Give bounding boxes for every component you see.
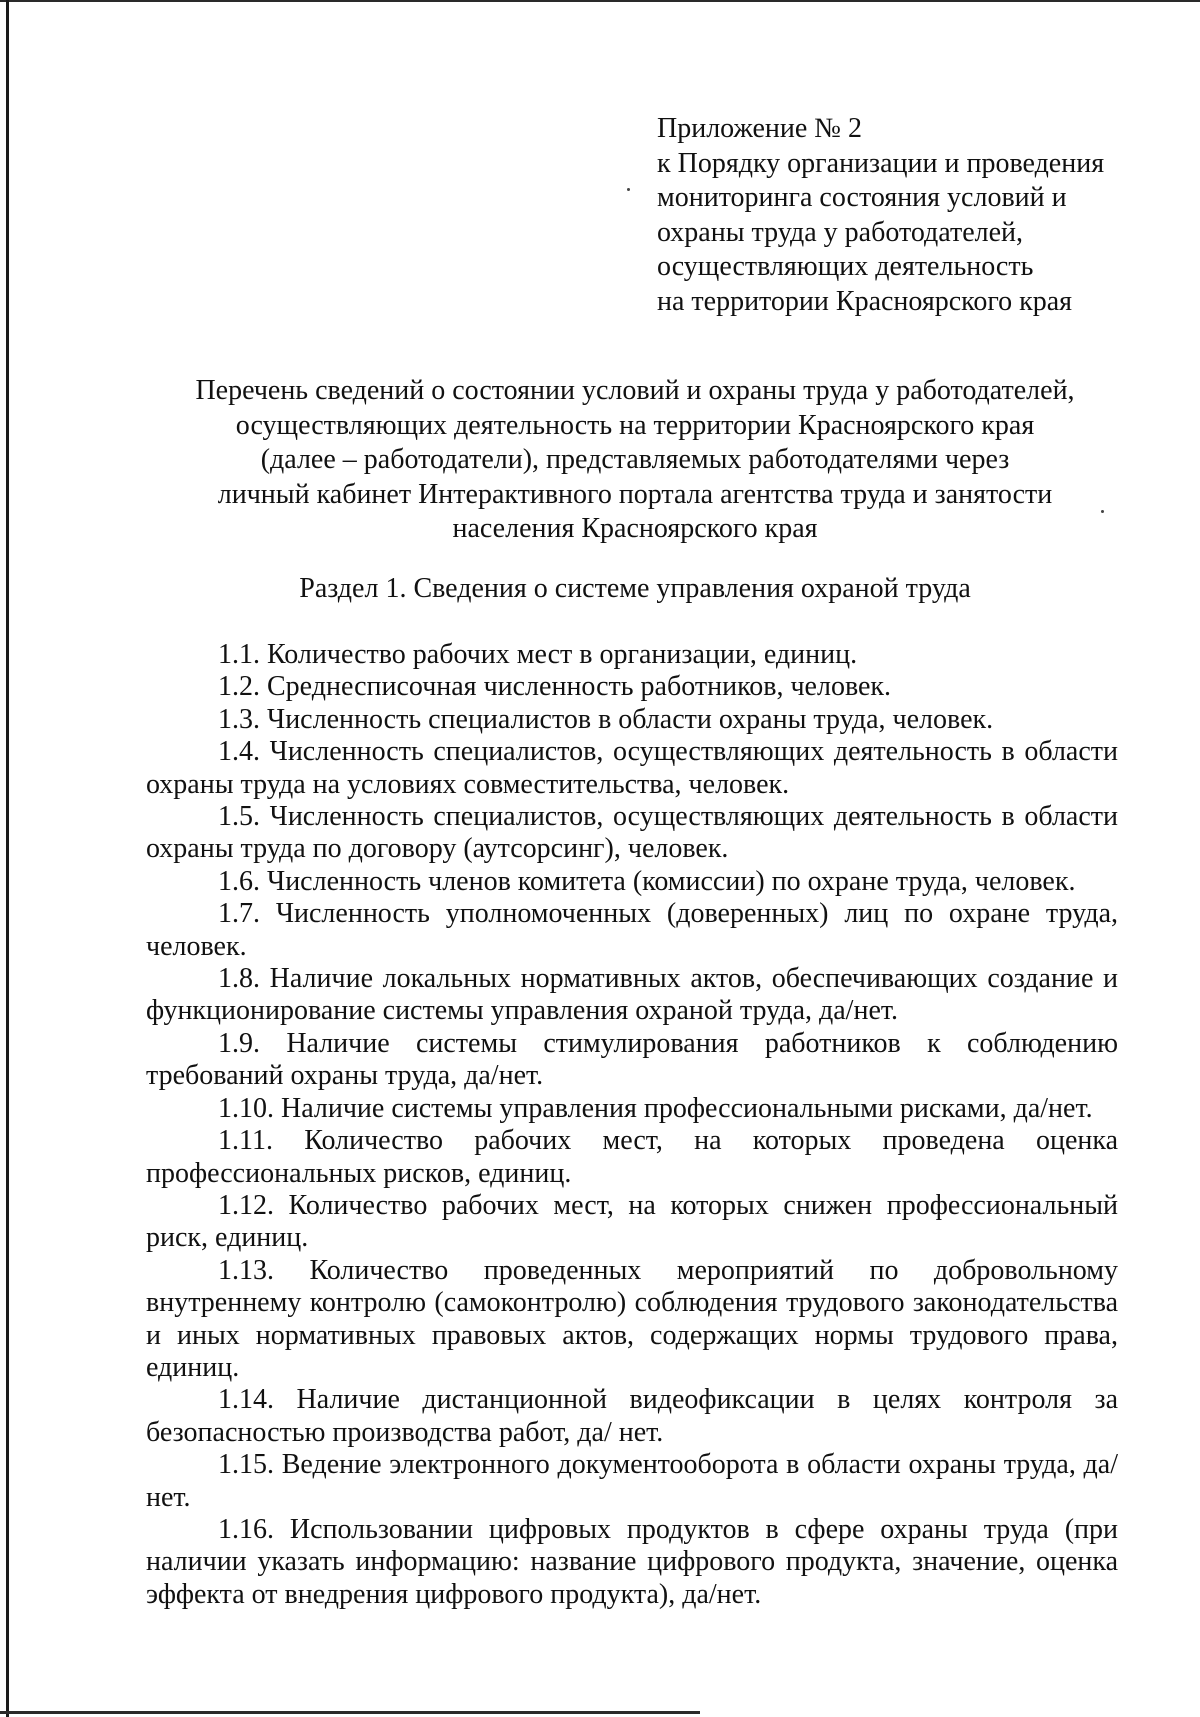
- list-item: 1.16. Использовании цифровых продуктов в сфере охраны труда (при наличии указать информацию: название цифрового продукта, значение, оценка эффекта от внедрения цифрового продукта), да/нет.: [146, 1513, 1118, 1610]
- title-line: личный кабинет Интерактивного портала агентства труда и занятости: [217, 478, 1053, 510]
- title-line: населения Красноярского края: [452, 513, 818, 545]
- list-item: 1.12. Количество рабочих мест, на которых снижен профессиональный риск, единиц.: [146, 1189, 1118, 1254]
- list-item: 1.7. Численность уполномоченных (доверенных) лиц по охране труда, человек.: [146, 898, 1118, 962]
- annex-block: [657, 112, 1177, 320]
- annex-line: мониторинга состояния условий и: [657, 182, 1067, 214]
- list-item: 1.11. Количество рабочих мест, на которых проведена оценка профессиональных рисков, единиц.: [146, 1125, 1118, 1189]
- list-item: 1.15. Ведение электронного документооборота в области охраны труда, да/нет.: [146, 1449, 1118, 1513]
- list-item: 1.4. Численность специалистов, осуществляющих деятельность в области охраны труда на условиях совместительства, человек.: [146, 736, 1118, 800]
- title-line: (далее – работодатели), представляемых работодателями через: [260, 444, 1010, 476]
- title-line: Перечень сведений о состоянии условий и охраны труда у работодателей,: [195, 375, 1075, 406]
- list-item: 1.10. Наличие системы управления профессиональными рисками, да/нет.: [218, 1092, 1093, 1124]
- scan-speck: [627, 188, 630, 191]
- list-item: 1.13. Количество проведенных мероприятий по добровольному внутреннему контролю (самоконтролю) соблюдения трудового законодательства и иных нормативных правовых актов, содержащих нормы трудового права, единиц.: [146, 1254, 1118, 1383]
- annex-line: Приложение № 2: [657, 113, 862, 144]
- list-item: 1.1. Количество рабочих мест в организации, единиц.: [218, 639, 858, 670]
- section-items: [146, 639, 1118, 1611]
- list-item: 1.8. Наличие локальных нормативных актов, обеспечивающих создание и функционирование системы управления охраной труда, да/нет.: [146, 963, 1118, 1027]
- list-item: 1.3. Численность специалистов в области охраны труда, человек.: [218, 703, 994, 735]
- list-item: 1.5. Численность специалистов, осуществляющих деятельность в области охраны труда по договору (аутсорсинг), человек.: [146, 801, 1118, 865]
- scan-edge-left: [6, 0, 9, 1717]
- title-line: осуществляющих деятельность на территории Красноярского края: [235, 409, 1035, 441]
- annex-line: к Порядку организации и проведения: [657, 147, 1105, 179]
- annex-line: осуществляющих деятельность: [657, 251, 1034, 283]
- document-title: [150, 374, 1120, 547]
- list-item: 1.9. Наличие системы стимулирования работников к соблюдению требований охраны труда, да/нет.: [146, 1027, 1118, 1092]
- list-item: 1.6. Численность членов комитета (комиссии) по охране труда, человек.: [218, 865, 1076, 897]
- scan-edge-bottom: [0, 1711, 700, 1714]
- annex-line: на территории Красноярского края: [657, 285, 1073, 317]
- list-item: 1.2. Среднесписочная численность работников, человек.: [218, 671, 892, 703]
- annex-line: охраны труда у работодателей,: [657, 216, 1024, 248]
- scan-edge-top: [0, 0, 1200, 2]
- list-item: 1.14. Наличие дистанционной видеофиксации в целях контроля за безопасностью производства работ, да/ нет.: [146, 1384, 1118, 1448]
- section-heading: Раздел 1. Сведения о системе управления охраной труда: [299, 573, 971, 604]
